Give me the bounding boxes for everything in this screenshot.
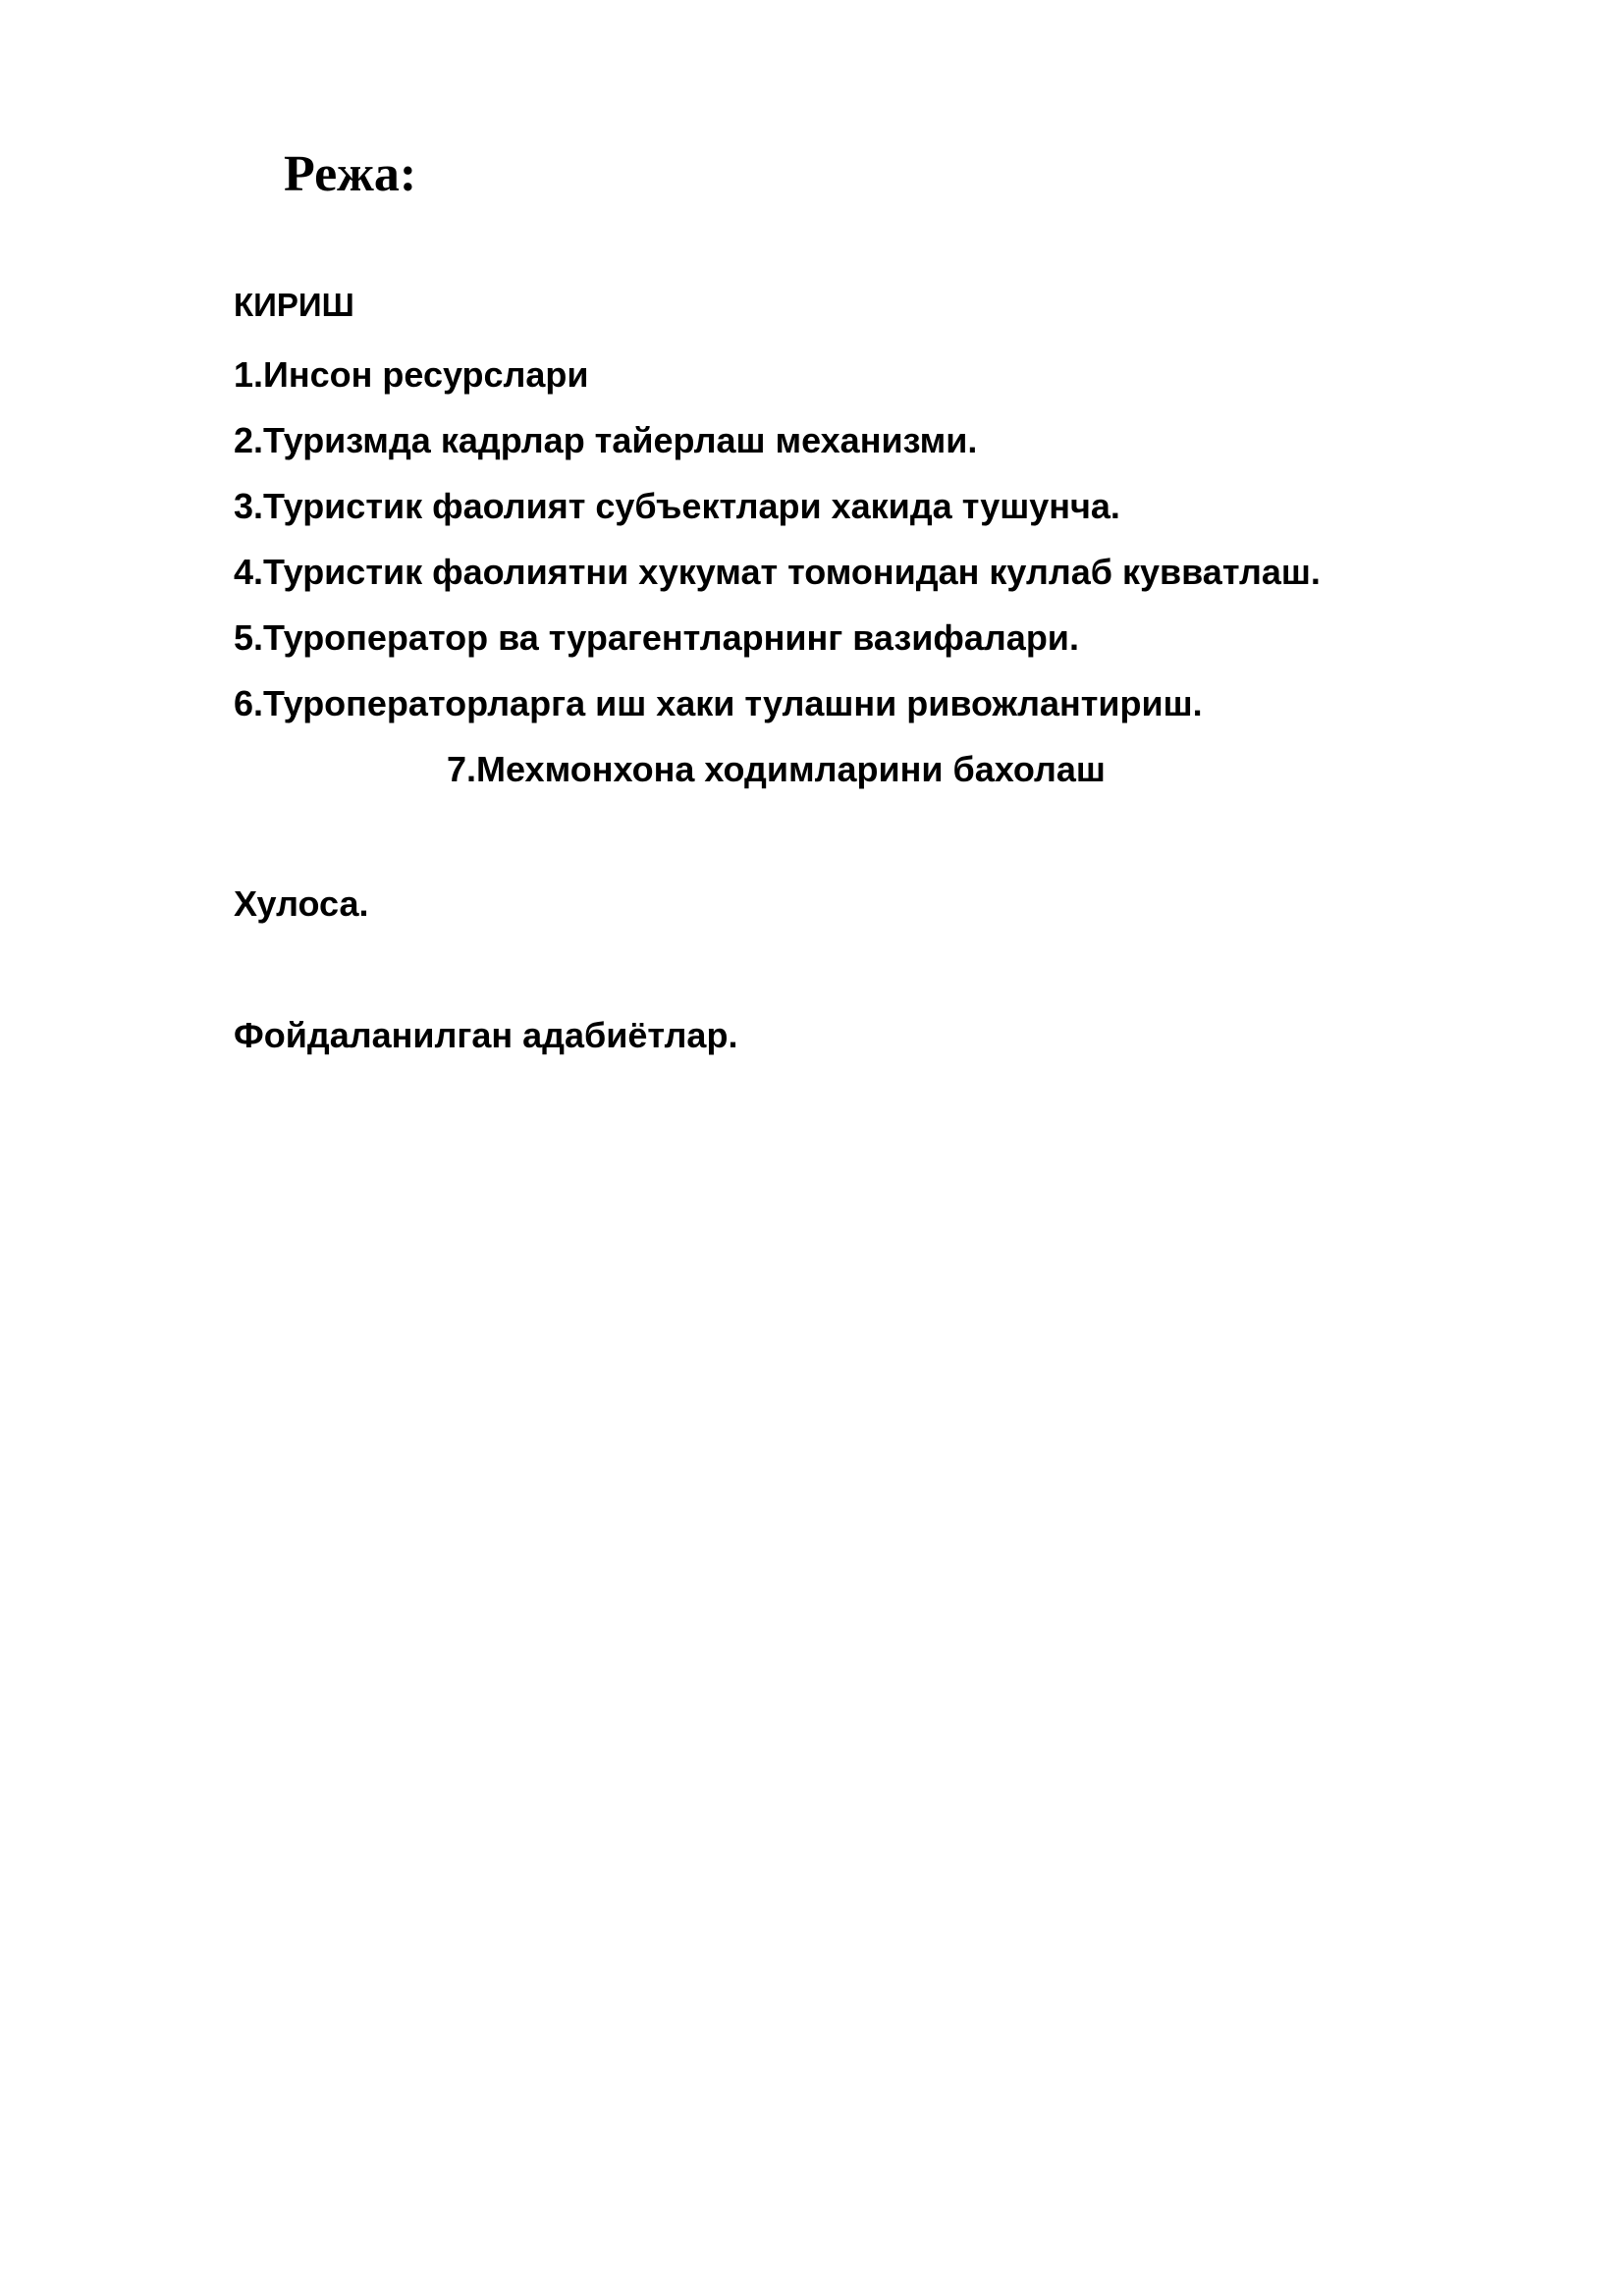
plan-item-7: 7.Мехмонхона ходимларини бахолаш bbox=[447, 749, 1106, 789]
plan-item-6: 6.Туроператорларга иш хаки тулашни ривожлантириш. bbox=[234, 683, 1203, 723]
references-heading: Фойдаланилган адабиётлар. bbox=[234, 1015, 738, 1055]
plan-item-2: 2.Туризмда кадрлар тайерлаш механизми. bbox=[234, 420, 978, 460]
conclusion-heading: Хулоса. bbox=[234, 883, 369, 924]
plan-item-1: 1.Инсон ресурслари bbox=[234, 354, 589, 395]
intro-heading: КИРИШ bbox=[234, 287, 354, 323]
page-title: Режа: bbox=[284, 146, 417, 202]
plan-item-3: 3.Туристик фаолият субъектлари хакида тушунча. bbox=[234, 486, 1120, 526]
plan-item-5: 5.Туроператор ва турагентларнинг вазифалари. bbox=[234, 617, 1079, 658]
plan-item-4: 4.Туристик фаолиятни хукумат томонидан куллаб кувватлаш. bbox=[234, 552, 1321, 592]
